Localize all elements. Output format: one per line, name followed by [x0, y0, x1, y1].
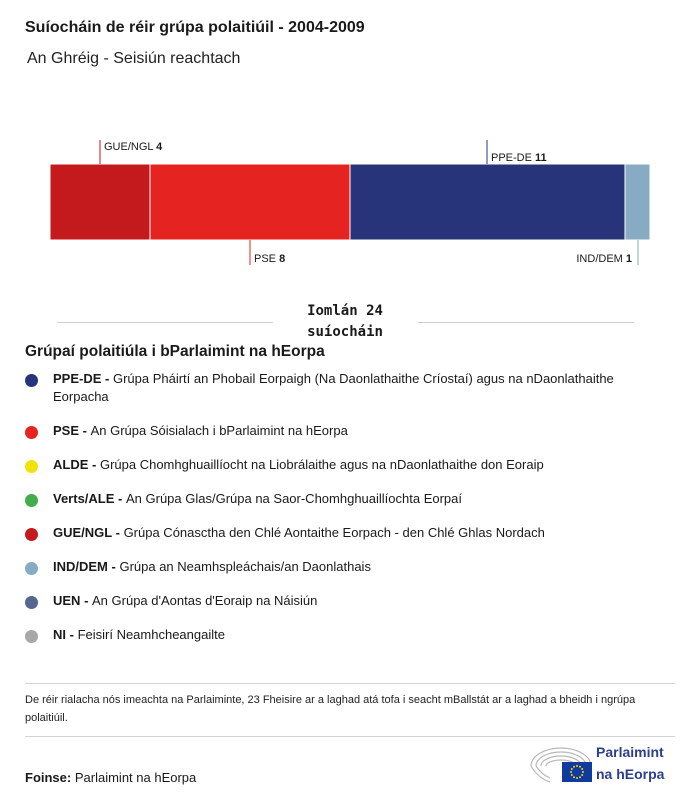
- legend-item-pse: PSE - An Grúpa Sóisialach i bParlaimint na hEorpa: [25, 422, 665, 440]
- total-divider-left: [57, 322, 273, 323]
- legend-item-verts-ale: Verts/ALE - An Grúpa Glas/Grúpa na Saor-Chomhghuaillíochta Eorpaí: [25, 490, 665, 508]
- bar-segment-ppe-de: [350, 164, 625, 240]
- bar-segment-gue-ngl: [50, 164, 150, 240]
- segment-label-ppe-de: PPE-DE 11: [491, 152, 547, 164]
- stacked-seat-bar-chart: [0, 130, 700, 280]
- bar-segment-pse: [150, 164, 350, 240]
- legend-item-ppe-de: PPE-DE - Grúpa Pháirtí an Phobail Eorpaigh (Na Daonlathaithe Críostaí) agus na nDaonlathaithe Eorpacha: [25, 370, 665, 406]
- source-value: Parlaimint na hEorpa: [74, 770, 197, 785]
- parliament-logo: [528, 744, 678, 786]
- total-divider-right: [418, 322, 634, 323]
- legend-abbr: UEN: [53, 593, 81, 608]
- segment-label-gue-ngl: GUE/NGL 4: [104, 141, 163, 153]
- legend-dot-ni: [25, 630, 38, 643]
- legend-desc: Feisirí Neamhcheangailte: [77, 627, 225, 642]
- legend-dot-ppe-de: [25, 374, 38, 387]
- source-label: Foinse:: [25, 770, 72, 785]
- legend-desc: Grúpa an Neamhspleáchais/an Daonlathais: [119, 559, 371, 574]
- legend-desc: An Grúpa Glas/Grúpa na Saor-Chomhghuaillíochta Eorpaí: [125, 491, 463, 506]
- segment-label-ind-dem: IND/DEM 1: [576, 253, 632, 265]
- chart-title: Suíocháin de réir grúpa polaitiúil - 2004-2009: [25, 19, 365, 36]
- logo-text: [596, 744, 664, 782]
- legend-abbr: NI: [53, 627, 66, 642]
- legend-dot-verts-ale: [25, 494, 38, 507]
- total-seats-line-2: suíocháin: [307, 324, 383, 340]
- legend-title: Grúpaí polaitiúla i bParlaimint na hEorpa: [25, 343, 325, 360]
- legend-abbr: ALDE: [53, 457, 89, 472]
- legend-desc: Grúpa Pháirtí an Phobail Eorpaigh (Na Daonlathaithe Críostaí) agus na nDaonlathaithe Eorpacha: [53, 371, 614, 404]
- legend-item-ind-dem: IND/DEM - Grúpa an Neamhspleáchais/an Daonlathais: [25, 558, 665, 576]
- legend-desc: Grúpa Cónasctha den Chlé Aontaithe Eorpach - den Chlé Ghlas Nordach: [123, 525, 545, 540]
- total-seats-line-1: Iomlán 24: [307, 303, 383, 319]
- eu-flag-icon: [562, 762, 592, 782]
- total-seats-label: [272, 301, 418, 343]
- legend-abbr: GUE/NGL: [53, 525, 112, 540]
- legend-dot-gue-ngl: [25, 528, 38, 541]
- legend-item-uen: UEN - An Grúpa d'Aontas d'Eoraip na Náisiún: [25, 592, 665, 610]
- logo-line-1: Parlaimint: [596, 744, 664, 760]
- legend-dot-alde: [25, 460, 38, 473]
- segment-label-pse: PSE 8: [254, 253, 286, 265]
- legend-desc: Grúpa Chomhghuaillíocht na Liobrálaithe agus na nDaonlathaithe don Eoraip: [99, 457, 544, 472]
- legend: [25, 370, 665, 644]
- note-divider-top: [25, 683, 675, 684]
- footnote: De réir rialacha nós imeachta na Parlaiminte, 23 Fheisire ar a laghad atá tofa i seacht mBallstát ar a laghad a bheidh i ngrúpa polaitiúil.: [25, 694, 636, 724]
- legend-dot-pse: [25, 426, 38, 439]
- legend-abbr: PSE: [53, 423, 80, 438]
- legend-dot-ind-dem: [25, 562, 38, 575]
- logo-line-2: na hEorpa: [596, 766, 665, 782]
- legend-item-ni: NI - Feisirí Neamhcheangailte: [25, 626, 665, 644]
- legend-abbr: IND/DEM: [53, 559, 108, 574]
- chart-subtitle: An Ghréig - Seisiún reachtach: [27, 50, 241, 67]
- legend-item-gue-ngl: GUE/NGL - Grúpa Cónasctha den Chlé Aontaithe Eorpach - den Chlé Ghlas Nordach: [25, 524, 665, 542]
- bar-segment-ind-dem: [625, 164, 650, 240]
- legend-abbr: PPE-DE: [53, 371, 102, 386]
- legend-item-alde: ALDE - Grúpa Chomhghuaillíocht na Liobrálaithe agus na nDaonlathaithe don Eoraip: [25, 456, 665, 474]
- note-divider-bottom: [25, 736, 675, 737]
- legend-dot-uen: [25, 596, 38, 609]
- legend-abbr: Verts/ALE: [53, 491, 115, 506]
- legend-desc: An Grúpa Sóisialach i bParlaimint na hEorpa: [90, 423, 348, 438]
- source-line: [25, 770, 196, 785]
- legend-desc: An Grúpa d'Aontas d'Eoraip na Náisiún: [92, 593, 318, 608]
